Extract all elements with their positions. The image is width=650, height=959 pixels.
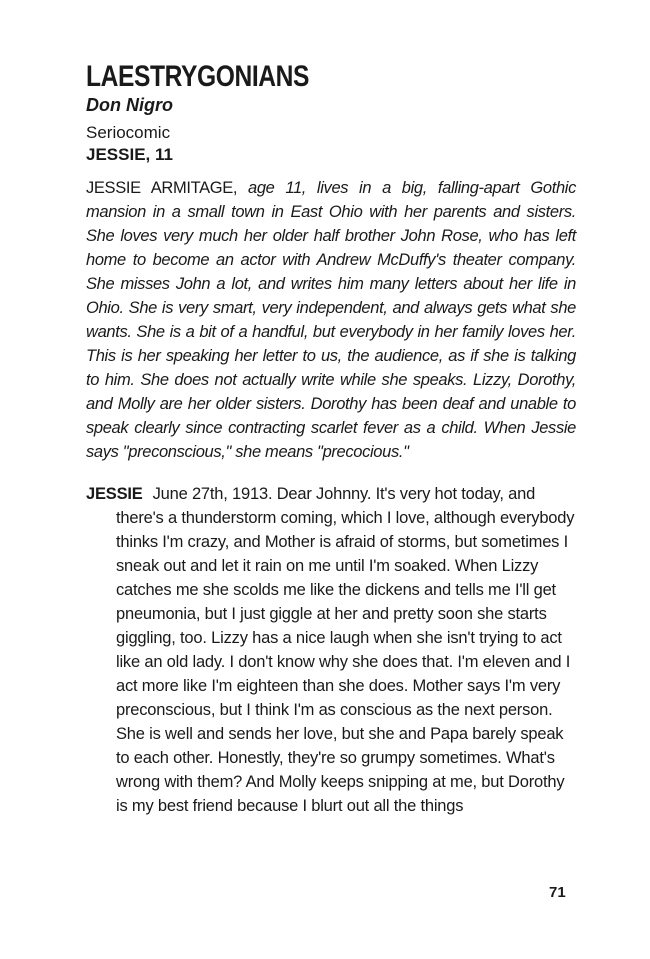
speaker-name: JESSIE <box>86 485 143 503</box>
page-number: 71 <box>549 884 566 901</box>
character-label: JESSIE, 11 <box>86 145 173 164</box>
monologue <box>86 482 576 818</box>
description-text: age 11, lives in a big, falling-apart Gothic mansion in a small town in East Ohio with her parents and sisters. She loves very much her older half brother John Rose, who has left home to become an actor with Andrew McDuffy's theater company. She misses John a lot, and writes him many letters about her life in Ohio. She is very smart, very independent, and always gets what she wants. She is a bit of a handful, but everybody in her family loves her. This is her speaking her letter to us, the audience, as if she is talking to him. She does not actually write while she speaks. Lizzy, Dorothy, and Molly are her older sisters. Dorothy has been deaf and unable to speak clearly since contracting scarlet fever as a child. When Jessie says "preconscious," she means "precocious." <box>86 179 577 461</box>
genre-label: Seriocomic <box>86 123 171 142</box>
character-description <box>86 176 576 464</box>
play-title: LAESTRYGONIANS <box>86 60 309 93</box>
monologue-text: June 27th, 1913. Dear Johnny. It's very hot today, and there's a thunderstorm coming, which I love, although everybody thinks I'm crazy, and Mother is afraid of storms, but sometimes I sneak out and let it rain on me until I'm soaked. When Lizzy catches me she scolds me like the dickens and tells me I'll get pneumonia, but I just giggle at her and pretty soon she starts giggling, too. Lizzy has a nice laugh when she isn't trying to act like an old lady. I don't know why she does that. I'm eleven and I act more like I'm eighteen than she does. Mother says I'm very preconscious, but I think I'm as conscious as the next person. She is well and sends her love, but she and Papa barely speak to each other. Honestly, they're so grumpy sometimes. What's wrong with them? And Molly keeps snipping at me, but Dorothy is my best friend because I blurt out all the things <box>116 485 575 815</box>
page-content <box>86 60 576 818</box>
author-name: Don Nigro <box>86 95 173 115</box>
description-lead: JESSIE ARMITAGE, <box>86 179 238 197</box>
